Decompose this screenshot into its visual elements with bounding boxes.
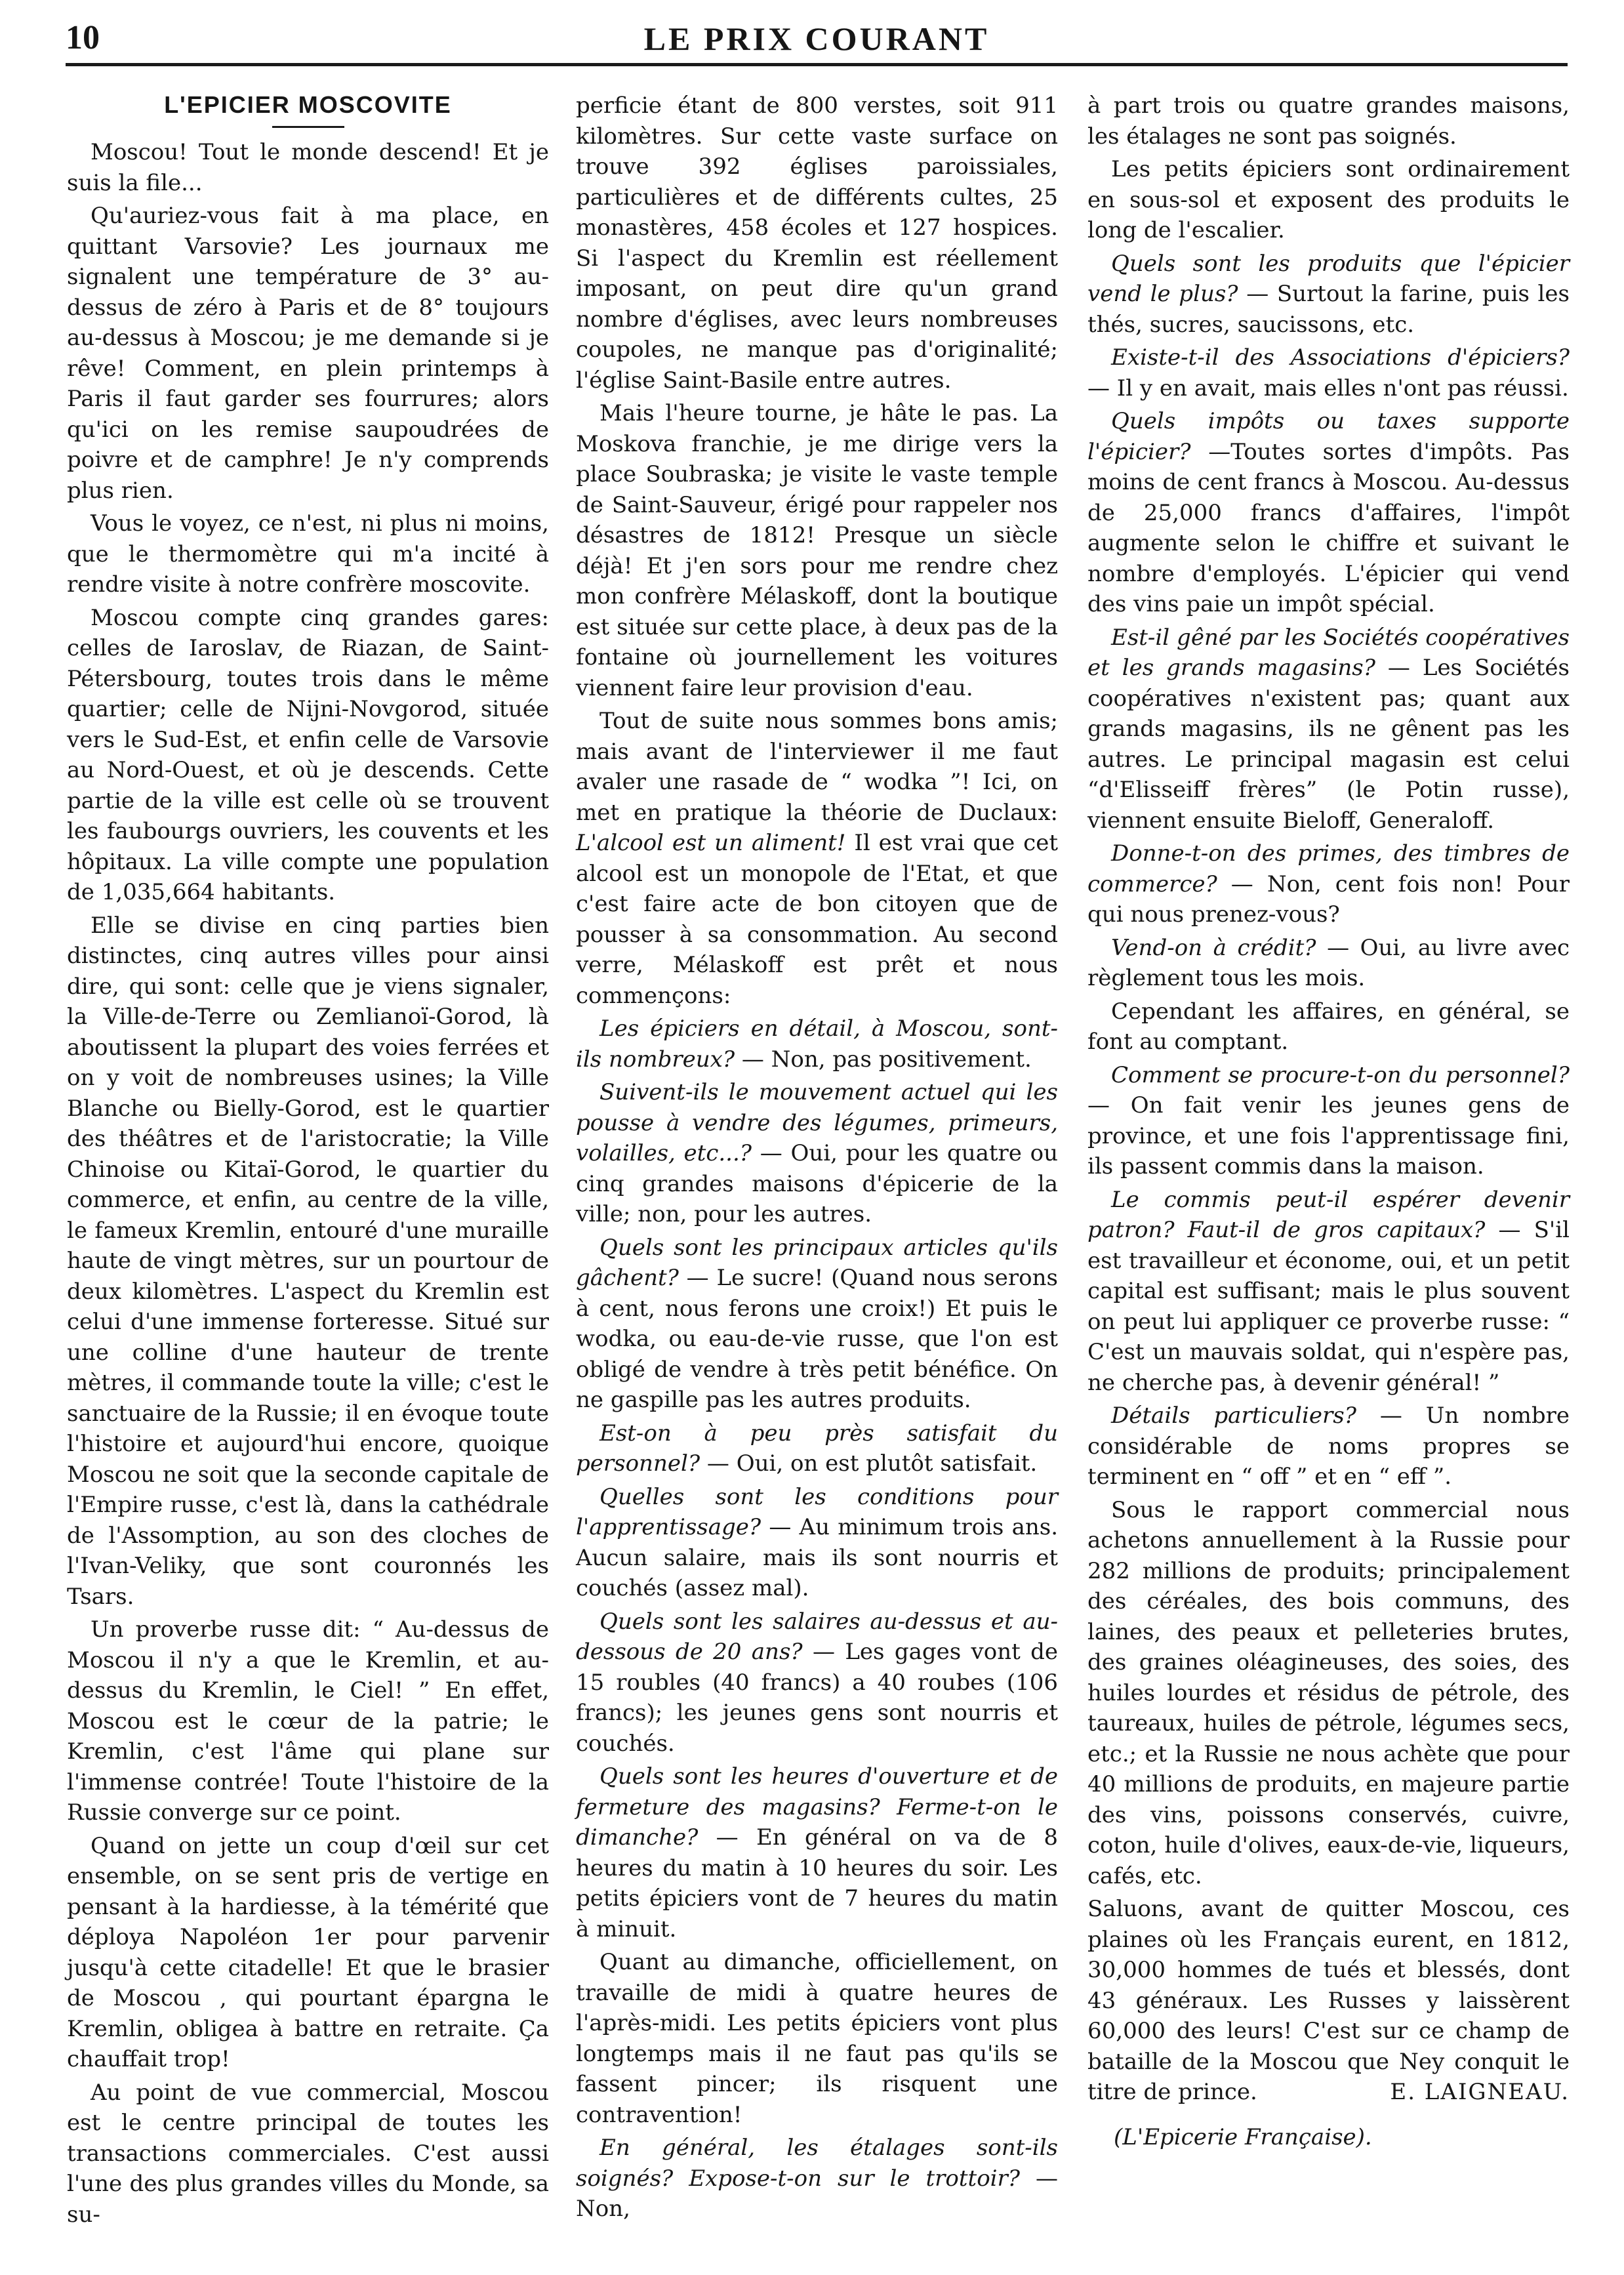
answer-continued: à part trois ou quatre grandes maisons, les étalages ne sont pas soignés.: [1087, 92, 1570, 150]
column-2: [576, 91, 1058, 2255]
question: Quelles sont les conditions pour l'apprentissage?: [576, 1483, 1058, 1540]
question: Détails particuliers?: [1111, 1403, 1356, 1429]
answer: — Les Sociétés coopératives n'existent pas; quant aux grands magasins, ils ne gênent pas les autres. Le principal magasin est celui “d'Elisseiff frères” (le Potin russe), viennent ensuite Bieloff, Generaloff.: [1087, 655, 1570, 834]
qa-item: [576, 1607, 1058, 1759]
paragraph: Mais l'heure tourne, je hâte le pas. La Moskova franchie, je me dirige vers la place Soubraska; je visite le vaste temple de Saint-Sauveur, érigé pour rappeler nos désastres de 1812! Presque un siècle déjà! Et j'en sors pour me rendre chez mon confrère Mélaskoff, dont la boutique est située sur cette place, à deux pas de la fontaine où journellement les voitures viennent faire leur provision d'eau.: [576, 400, 1058, 701]
answer: — S'il est travailleur et économe, oui, et un petit capital est suffisant; mais le plus souvent on peut lui appliquer ce proverbe russe: “ C'est un mauvais soldat, qui n'espère pas, ne cherche pas, à devenir général! ”: [1087, 1217, 1570, 1396]
paragraph: Elle se divise en cinq parties bien distinctes, cinq autres villes pour ainsi dire, qui sont: celle que je viens signaler, la Ville-de-Terre ou Zemlianoï-Gorod, là aboutissent la plupart des voies ferrées et on y voit de nombreuses usines; la Ville Blanche ou Bielly-Gorod, est le quartier des théâtres et de l'aristocratie; la Ville Chinoise ou Kitaï-Gorod, le quartier du commerce, et enfin, au centre de la ville, le fameux Kremlin, entouré d'une muraille haute de vingt mètres, sur un pourtour de deux kilomètres. L'aspect du Kremlin est celui d'une immense forteresse. Situé sur une colline d'une hauteur de trente mètres, il commande toute la ville; c'est le sanctuaire de la Russie; il en évoque toute l'histoire et aujourd'hui encore, quoique Moscou ne soit que la seconde capitale de l'Empire russe, c'est là, dans la cathédrale de l'Assomption, au son des cloches de l'Ivan-Veliky, que sont couronnés les Tsars.: [67, 912, 549, 1610]
qa-item: [1087, 249, 1570, 340]
question: Est-il gêné par les Sociétés coopératives et les grands magasins?: [1087, 624, 1570, 681]
question: Comment se procure-t-on du personnel?: [1111, 1061, 1570, 1088]
qa-item: [576, 1482, 1058, 1604]
article-title: L'EPICIER MOSCOVITE: [164, 91, 452, 118]
qa-item: [1087, 1060, 1570, 1182]
qa-item: [1087, 838, 1570, 930]
answer: — Non, pas positivement.: [741, 1046, 1032, 1073]
answer: — Non,: [576, 2165, 1058, 2222]
answer: — On fait venir les jeunes gens de province, et une fois l'apprentissage fini, ils passent commis dans la maison.: [1087, 1092, 1570, 1179]
paragraph: Moscou! Tout le monde descend! Et je suis la file...: [67, 139, 549, 196]
quotation: L'alcool est un aliment!: [576, 830, 846, 856]
paragraph: perficie étant de 800 verstes, soit 911 kilomètres. Sur cette vaste surface on trouve 392 églises paroissiales, particulières et de différents cultes, 25 monastères, 458 écoles et 127 hospices. Si l'aspect du Kremlin est réellement imposant, on peut dire qu'un grand nombre d'églises, avec leurs nombreuses coupoles, ne manque pas d'originalité; l'église Saint-Basile entre autres.: [576, 92, 1058, 394]
closing-paragraph: [1087, 1894, 1570, 2108]
qa-item: [576, 1761, 1058, 1944]
qa-item: [1087, 1185, 1570, 1399]
paragraph: Un proverbe russe dit: “ Au-dessus de Moscou il n'y a que le Kremlin, et au-dessus du Kremlin, le Ciel! ” En effet, Moscou est le cœur de la patrie; le Kremlin, c'est l'âme qui plane sur l'immense contrée! Toute l'histoire de la Russie converge sur ce point.: [67, 1616, 549, 1826]
question: Quels sont les produits que l'épicier vend le plus?: [1087, 250, 1570, 307]
paragraph: Moscou compte cinq grandes gares: celles de Iaroslav, de Riazan, de Saint-Pétersbourg, toutes trois dans le même quartier; celle de Nijni-Novgorod, située vers le Sud-Est, et enfin celle de Varsovie au Nord-Ouest, et où je descends. Cette partie de la ville est celle où se trouvent les faubourgs ouvriers, les couvents et les hôpitaux. La ville compte une population de 1,035,664 habitants.: [67, 604, 549, 905]
paragraph: Vous le voyez, ce n'est, ni plus ni moins, que le thermomètre qui m'a incité à rendre visite à notre confrère moscovite.: [67, 510, 549, 598]
qa-item: [1087, 933, 1570, 994]
question: En général, les étalages sont-ils soignés? Expose-t-on sur le trottoir?: [576, 2135, 1058, 2192]
author-signature: E. LAIGNEAU.: [1390, 2079, 1570, 2105]
paragraph: Au point de vue commercial, Moscou est le centre principal de toutes les transactions commerciales. C'est aussi l'une des plus grandes villes du Monde, sa su-: [67, 2079, 549, 2228]
text: Tout de suite nous sommes bons amis; mais avant de l'interviewer il me faut avaler une rasade de “ wodka ”! Ici, on met en pratique la théorie de Duclaux:: [576, 708, 1058, 826]
page-header: [66, 14, 1568, 60]
journal-title: LE PRIX COURANT: [643, 20, 990, 57]
question: Le commis peut-il espérer devenir patron? Faut-il de gros capitaux?: [1087, 1186, 1570, 1243]
question: Vend-on à crédit?: [1111, 934, 1316, 961]
paragraph: Cependant les affaires, en général, se font au comptant.: [1087, 998, 1570, 1055]
answer: — Les gages vont de 15 roubles (40 francs) a 40 roubes (106 francs); les jeunes gens sont nourris et couchés.: [576, 1639, 1059, 1757]
answer: — En général on va de 8 heures du matin à 10 heures du soir. Les petits épiciers vont de 7 heures du matin à minuit.: [576, 1824, 1058, 1942]
answer: — Oui, pour les quatre ou cinq grandes maisons d'épicerie de la ville; non, pour les autres.: [576, 1140, 1059, 1227]
page-number: 10: [66, 19, 100, 56]
question: Quels sont les heures d'ouverture et de fermeture des magasins? Ferme-t-on le dimanche?: [576, 1763, 1058, 1851]
qa-item: [576, 2133, 1058, 2224]
qa-item: [1087, 342, 1570, 403]
question: Quels sont les salaires au-dessus et au-dessous de 20 ans?: [576, 1608, 1058, 1665]
qa-item: [576, 1077, 1058, 1230]
paragraph: Quand on jette un coup d'œil sur cet ensemble, on se sent pris de vertige en pensant à la hardiesse, à la témérité que déploya Napoléon 1er pour parvenir jusqu'à cette citadelle! Et que le brasier de Moscou , qui pourtant épargna le Kremlin, obligea à battre en retraite. Ça chauffait trop!: [67, 1832, 549, 2072]
answer: — Un nombre considérable de noms propres se terminent en “ off ” et en “ eff ”.: [1087, 1403, 1570, 1490]
paragraph: Quant au dimanche, officiellement, on travaille de midi à quatre heures de l'après-midi. Les petits épiciers vont plus longtemps mais il ne faut pas qu'ils se fassent pincer; ils risquent une contravention!: [576, 1949, 1058, 2128]
answer: — Oui, au livre avec règlement tous les mois.: [1087, 934, 1570, 991]
paragraph: Sous le rapport commercial nous achetons annuellement à la Russie pour 282 millions de produits; principalement des céréales, des bois communs, des laines, des peaux et pelleteries brutes, des graines oléagineuses, des soies, des huiles lourdes et résidus de pétrole, des taureaux, huiles de pétrole, légumes secs, etc.; et la Russie ne nous achète que pour 40 millions de produits, en majeure partie des vins, poissons conservés, cuivre, coton, huile d'olives, eaux-de-vie, liqueurs, cafés, etc.: [1087, 1496, 1570, 1889]
question: Quels sont les principaux articles qu'ils gâchent?: [576, 1234, 1058, 1291]
qa-item: [576, 1418, 1058, 1479]
qa-item: [576, 1233, 1058, 1416]
answer: —Toutes sortes d'impôts. Pas moins de cent francs à Moscou. Au-dessus de 25,000 francs d'affaires, l'impôt augmente selon le chiffre et suivant le nombre d'employés. L'épicier qui vend des vins paie un impôt spécial.: [1087, 438, 1570, 617]
qa-item: [1087, 1401, 1570, 1492]
column-1: [67, 91, 549, 2255]
answer: — Surtout la farine, puis les thés, sucres, saucissons, etc.: [1087, 281, 1570, 338]
question: Donne-t-on des primes, des timbres de commerce?: [1087, 840, 1570, 897]
paragraph-duclaux: [576, 706, 1058, 1011]
title-rule: [272, 126, 344, 128]
answer: — Non, cent fois non! Pour qui nous prenez-vous?: [1087, 871, 1570, 928]
text: Il est vrai que cet alcool est un monopole de l'Etat, et que c'est faire acte de bon citoyen que de pousser à sa consommation. Au second verre, Mélaskoff est prêt et nous commençons:: [576, 830, 1058, 1009]
answer: — Le sucre! (Quand nous serons à cent, nous ferons une croix!) Et puis le wodka, ou eau-de-vie russe, que l'on est obligé de vendre à très petit bénéfice. On ne gaspille pas les autres produits.: [576, 1265, 1058, 1413]
answer: — Au minimum trois ans. Aucun salaire, mais ils sont nourris et couchés (assez mal).: [576, 1514, 1059, 1601]
answer: — Il y en avait, mais elles n'ont pas réussi.: [1087, 375, 1569, 401]
answer: — Oui, on est plutôt satisfait.: [706, 1450, 1038, 1477]
qa-item: [1087, 406, 1570, 620]
column-3: [1087, 91, 1570, 2255]
paragraph: Qu'auriez-vous fait à ma place, en quittant Varsovie? Les journaux me signalent une température de 3° au-dessus de zéro à Paris et de 8° toujours au-dessus à Moscou; je me demande si je rêve! Comment, en plein printemps à Paris il faut garder ses fourrures; alors qu'ici on les remise saupoudrées de poivre et de camphre! Je n'y comprends plus rien.: [67, 203, 549, 504]
paragraph: Les petits épiciers sont ordinairement en sous-sol et exposent des produits le long de l'escalier.: [1087, 156, 1570, 243]
question: Suivent-ils le mouvement actuel qui les pousse à vendre des légumes, primeurs, volailles, etc...?: [576, 1079, 1058, 1166]
qa-item: [1087, 623, 1570, 836]
source-credit: (L'Epicerie Française).: [1114, 2123, 1372, 2150]
header-rule: [66, 63, 1568, 66]
question: Quels impôts ou taxes supporte l'épicier?: [1087, 408, 1570, 465]
closing-text: Saluons, avant de quitter Moscou, ces plaines où les Français eurent, en 1812, 30,000 hommes de tués et blessés, dont 43 généraux. Les Russes y laissèrent 60,000 des leurs! C'est sur ce champ de bataille de la Moscou que Ney conquit le titre de prince.: [1087, 1896, 1570, 2105]
question: Existe-t-il des Associations d'épiciers?: [1111, 344, 1570, 371]
qa-item: [576, 1014, 1058, 1075]
question: Est-on à peu près satisfait du personnel?: [576, 1420, 1058, 1477]
question: Les épiciers en détail, à Moscou, sont-ils nombreux?: [576, 1015, 1058, 1073]
